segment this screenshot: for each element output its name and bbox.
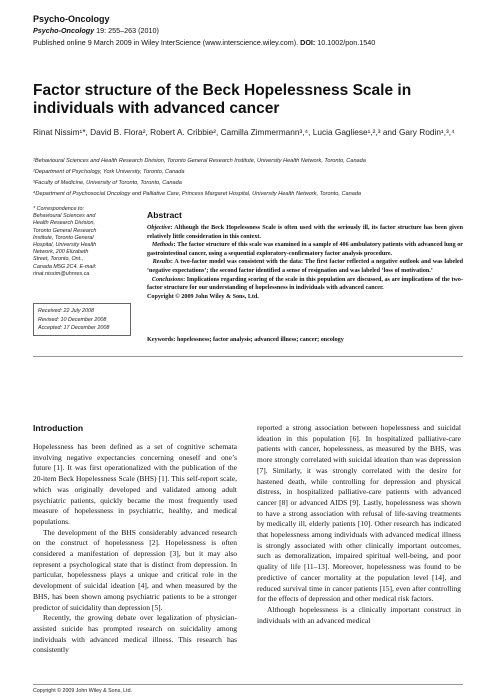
accepted-date: Accepted: 17 December 2008 bbox=[38, 325, 110, 332]
citation-volume: 19: 255–263 (2010) bbox=[94, 26, 159, 35]
section-divider bbox=[33, 356, 463, 357]
correspondence-note: * Correspondence to: Behavioural Sciences and Health Research Division, Toronto General Research Institute, Toronto General Hospital, University Health Network, 200 Elizabeth Street, Toronto, Ont., Canada M5G 2C4. E-mail: rinat.nissim@uhnres.ca bbox=[33, 206, 97, 277]
methods-label: Methods bbox=[151, 242, 174, 249]
conclusions-text: : Implications regarding scoring of the scale in this population are discussed, as are implications of the two-factor structure for our understanding of hopelessness in individuals with advanced cancer. bbox=[147, 276, 463, 292]
doi-label: DOI: bbox=[300, 38, 316, 47]
article-title: Factor structure of the Beck Hopelessness Scale in individuals with advanced cancer bbox=[33, 82, 412, 117]
conclusions-label: Conclusions bbox=[151, 276, 184, 283]
results-text: : A two-factor model was consistent with the data: The first factor reflected a negative outlook and was labeled ‘negative expectations’; the second factor identified a sense of resignation and was labeled ‘loss of motivation.’ bbox=[147, 259, 464, 274]
keywords: Keywords: hopelessness; factor analysis; advanced illness; cancer; oncology bbox=[147, 337, 344, 343]
body-column-right bbox=[257, 423, 461, 626]
abstract-body bbox=[147, 224, 463, 301]
intro-paragraph-4: Although hopelessness is a clinically important construct in individuals with an advanced medical bbox=[257, 604, 461, 625]
abstract-methods bbox=[147, 241, 463, 258]
footer-copyright: Copyright © 2009 John Wiley & Sons, Ltd. bbox=[33, 688, 133, 694]
citation-journal: Psycho-Oncology bbox=[33, 26, 95, 35]
received-date: Received: 22 July 2008 bbox=[38, 308, 95, 314]
citation bbox=[33, 26, 159, 35]
objective-label: Objective bbox=[147, 225, 171, 231]
abstract-copyright: Copyright © 2009 John Wiley & Sons, Ltd. bbox=[147, 293, 259, 300]
body-column-left bbox=[33, 442, 237, 656]
author-list: Rinat Nissim¹*, David B. Flora², Robert A. Cribbie², Camilla Zimmermann³,⁴, Lucia Gagliese¹,²,³ and Gary Rodin¹,³,⁴ bbox=[33, 127, 455, 137]
affiliation-4: ⁴Department of Psychosocial Oncology and Palliative Care, Princess Margaret Hospital, University Health Network, Toronto, Canada bbox=[33, 191, 362, 197]
published-text: Published online 9 March 2009 in Wiley InterScience (www.interscience.wiley.com). bbox=[33, 38, 301, 47]
doi-value: 10.1002/pon.1540 bbox=[315, 38, 376, 47]
abstract-conclusions bbox=[147, 276, 463, 293]
affiliations bbox=[33, 156, 483, 200]
intro-paragraph-3: Recently, the growing debate over legalization of physician-assisted suicide has prompted research on suicidality among individuals with advanced medical illness. This research has consistently bbox=[33, 613, 237, 655]
received-dates-box bbox=[33, 303, 131, 336]
affiliation-1: ¹Behavioural Sciences and Health Research Division, Toronto General Research Institute, University Health Network, Toronto, Canada bbox=[33, 158, 366, 164]
affiliation-3: ³Faculty of Medicine, University of Toronto, Toronto, Canada bbox=[33, 180, 182, 186]
intro-paragraph-1: Hopelessness has been defined as a set of cognitive schemata involving negative expectancies concerning oneself and one’s future [1]. It was first operationalized with the publication of the 20-item Beck Hopelessness Scale (BHS) [1]. This self-report scale, which was originally developed and validated among adult psychiatric patients, quickly became the most frequently used measure of hopelessness in psychiatric, healthy, and medical populations. bbox=[33, 442, 237, 526]
revised-date: Revised: 10 December 2008 bbox=[38, 316, 107, 323]
methods-text: : The factor structure of this scale was examined in a sample of 406 ambulatory patients with advanced lung or gastrointestinal cancer, using a sequential exploratory-confirmatory factor analysis procedure. bbox=[147, 242, 463, 257]
introduction-heading: Introduction bbox=[33, 423, 84, 433]
objective-text: : Although the Beck Hopelessness Scale is often used with the seriously ill, its factor structure has been given relatively little consideration in this context. bbox=[147, 225, 463, 240]
abstract-heading: Abstract bbox=[147, 210, 182, 220]
publication-line bbox=[33, 38, 375, 47]
results-label: Results bbox=[152, 259, 171, 266]
affiliation-2: ²Department of Psychology, York University, Toronto, Canada bbox=[33, 169, 185, 175]
footer-divider bbox=[33, 684, 463, 685]
abstract-objective bbox=[147, 224, 463, 241]
intro-paragraph-3-cont: reported a strong association between hopelessness and suicidal ideation in this population [6]. In hospitalized palliative-care patients with cancer, hopelessness, as measured by the BHS, was more strongly correlated with suicidal ideation than was depression [7]. Similarly, it was strongly correlated with the desire for hastened death, while controlling for depression and physical distress, in hospitalized palliative-care patients with advanced cancer [8] or advanced AIDS [9]. Lastly, hopelessness was shown to have a strong association with refusal of life-saving treatments by medically ill, elderly patients [10]. Other research has indicated that hopelessness among individuals with advanced medical illness is strongly associated with other clinically important outcomes, such as demoralization, impaired spiritual well-being, and poor quality of life [11–13]. Moreover, hopelessness was found to be predictive of cancer mortality at the population level [14], and reduced survival time in cancer patients [15], even after controlling for the effects of depression and other medical risk factors. bbox=[257, 423, 461, 604]
abstract-results bbox=[147, 258, 463, 275]
journal-name: Psycho-Oncology bbox=[33, 14, 110, 24]
intro-paragraph-2: The development of the BHS considerably advanced research on the construct of hopelessness [2]. Hopelessness is often considered a manifestation of depression [3], but it may also represent a psychological state that is distinct from depression. In particular, hopelessness plays a unique and critical role in the development of suicidal ideation [4], and when measured by the BHS, has been shown among psychiatric patients to be a stronger predictor of suicidality than depression [5]. bbox=[33, 527, 237, 612]
